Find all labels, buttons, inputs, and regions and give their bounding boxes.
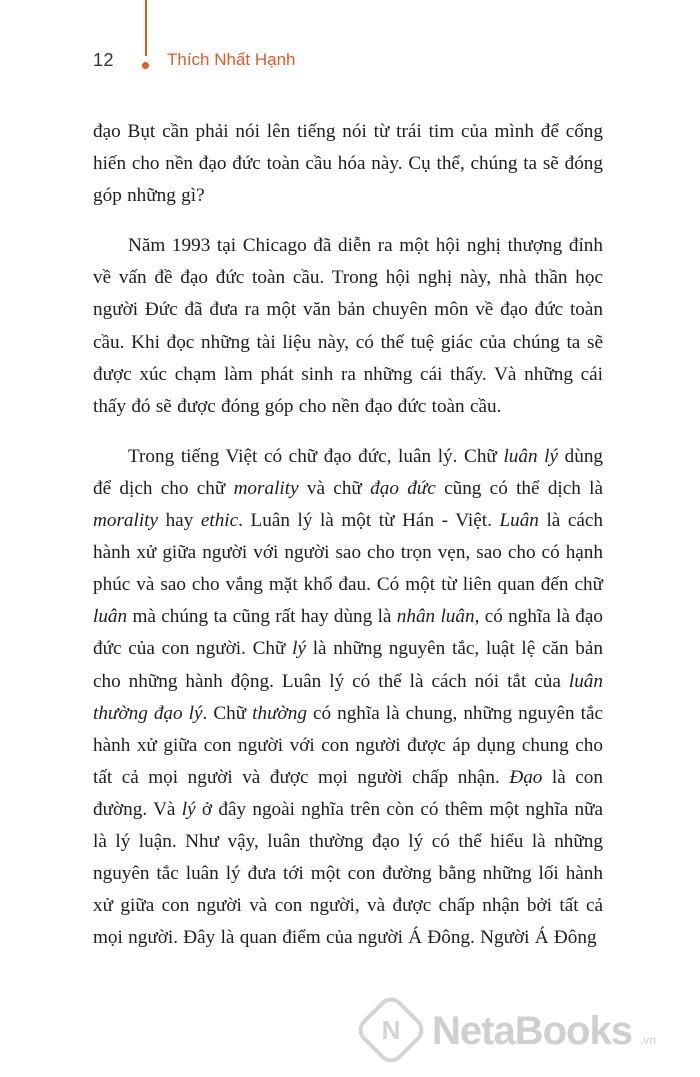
- page-number: 12: [93, 50, 115, 70]
- text-run: cũng có thể dịch là: [435, 477, 604, 499]
- text-run: mà chúng ta cũng rất hay dùng là: [127, 606, 397, 628]
- text-run: là cách hành xử giữa người với người sao cho trọn vẹn, sao cho có hạnh phúc và sao cho vắng mặt khổ đau. Có một từ liên quan đến chữ: [93, 510, 603, 596]
- paragraph: [93, 441, 603, 955]
- text-run: . Luân lý là một từ Hán - Việt.: [238, 510, 500, 532]
- paragraph: [93, 230, 603, 423]
- italic-term: luân thường đạo lý: [93, 670, 603, 724]
- text-run: , có nghĩa là đạo đức của con người. Chữ: [93, 606, 603, 660]
- text-run: . Chữ: [202, 702, 253, 724]
- text-run: ở đây ngoài nghĩa trên còn có thêm một nghĩa nữa là lý luận. Như vậy, luân thường đạo lý có thể hiểu là những nguyên tắc luân lý đưa tới một con đường bằng những lối hành xử giữa con người và con người, và được chấp nhận bởi tất cả mọi người. Đây là quan điểm của người Á Đông. Người Á Đông: [93, 798, 603, 949]
- text-run: hay: [158, 510, 201, 532]
- watermark-suffix: .vn: [640, 1033, 657, 1047]
- body-text: [93, 116, 603, 954]
- italic-term: nhân luân: [396, 606, 475, 628]
- watermark-brand: NetaBooks: [432, 1009, 632, 1053]
- text-run: đạo Bụt cần phải nói lên tiếng nói từ trái tim của mình để cống hiến cho nền đạo đức toàn cầu hóa này. Cụ thể, chúng ta sẽ đóng góp những gì?: [93, 121, 603, 207]
- text-run: Trong tiếng Việt có chữ đạo đức, luân lý. Chữ: [128, 445, 504, 467]
- italic-term: morality: [233, 477, 299, 499]
- italic-term: thường: [252, 702, 307, 724]
- watermark-logo-icon: [353, 992, 429, 1068]
- header-rule-line: [145, 0, 147, 56]
- text-run: có nghĩa là chung, những nguyên tắc hành xử giữa con người với con người được áp dụng chung cho tất cả mọi người và được mọi người chấp nhận.: [93, 702, 604, 788]
- text-run: là con đường. Và: [93, 766, 603, 820]
- italic-term: luân: [93, 606, 128, 628]
- paragraph: [93, 116, 603, 212]
- italic-term: ethic: [200, 510, 239, 532]
- italic-term: lý: [292, 638, 306, 660]
- text-run: Năm 1993 tại Chicago đã diễn ra một hội nghị thượng đỉnh về vấn đề đạo đức toàn cầu. Trong hội nghị này, nhà thần học người Đức đã đưa ra một văn bản chuyên môn về đạo đức toàn cầu. Khi đọc những tài liệu này, có thể tuệ giác của chúng ta sẽ được xúc chạm làm phát sinh ra những cái thấy. Và những cái thấy đó sẽ được đóng góp cho nền đạo đức toàn cầu.: [93, 235, 603, 417]
- text-run: dùng để dịch cho chữ: [93, 445, 604, 499]
- watermark: [364, 999, 684, 1069]
- italic-term: đạo đức: [370, 477, 436, 499]
- italic-term: morality: [93, 510, 159, 532]
- watermark-logo-letter: N: [381, 1015, 401, 1045]
- text-run: và chữ: [298, 477, 371, 499]
- italic-term: lý: [181, 798, 196, 820]
- running-header-title: Thích Nhất Hạnh: [167, 50, 296, 69]
- italic-term: Luân: [499, 510, 539, 532]
- italic-term: Đạo: [509, 766, 543, 788]
- text-run: là những nguyên tắc, luật lệ căn bản cho những hành động. Luân lý có thể là cách nói tắt của: [93, 638, 603, 692]
- italic-term: luân lý: [503, 445, 559, 467]
- header-rule-dot: [142, 62, 149, 69]
